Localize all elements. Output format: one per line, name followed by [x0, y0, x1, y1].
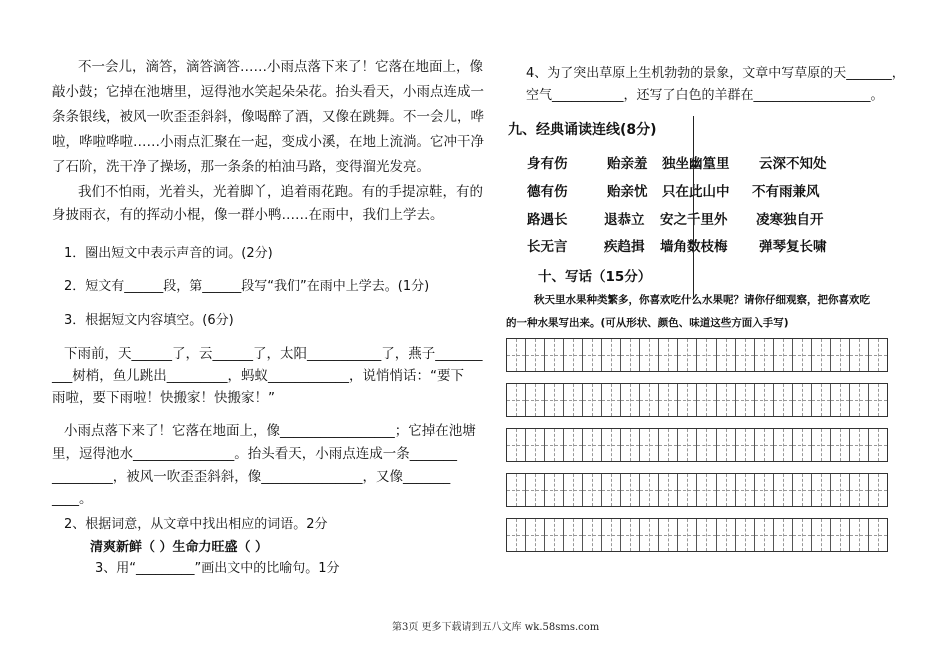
poem-cell: 贻亲忧 — [607, 184, 648, 200]
grid-cell[interactable] — [583, 429, 602, 461]
grid-cell[interactable] — [812, 474, 831, 506]
poem-cell: 安之千里外 — [660, 212, 728, 228]
grid-cell[interactable] — [850, 519, 869, 551]
grid-cell[interactable] — [869, 519, 887, 551]
grid-cell[interactable] — [697, 339, 716, 371]
grid-cell[interactable] — [793, 519, 812, 551]
grid-cell[interactable] — [659, 384, 678, 416]
grid-cell[interactable] — [812, 519, 831, 551]
grid-cell[interactable] — [526, 519, 545, 551]
grid-cell[interactable] — [831, 339, 850, 371]
grid-cell[interactable] — [831, 474, 850, 506]
grid-cell[interactable] — [774, 429, 793, 461]
grid-cell[interactable] — [793, 384, 812, 416]
grid-cell[interactable] — [583, 384, 602, 416]
grid-cell[interactable] — [812, 429, 831, 461]
text-line: 条条银线，被风一吹歪歪斜斜，像喝醉了酒，又像在跳舞。不一会儿，哗 — [52, 109, 484, 125]
matching-divider-line — [693, 116, 694, 299]
grid-cell[interactable] — [793, 474, 812, 506]
grid-cell[interactable] — [774, 384, 793, 416]
grid-cell[interactable] — [755, 519, 774, 551]
grid-cell[interactable] — [602, 429, 621, 461]
grid-cell[interactable] — [640, 384, 659, 416]
grid-cell[interactable] — [564, 339, 583, 371]
grid-cell[interactable] — [678, 474, 697, 506]
grid-cell[interactable] — [621, 474, 640, 506]
grid-cell[interactable] — [774, 519, 793, 551]
poem-cell: 弹琴复长啸 — [759, 239, 827, 255]
question-1: 1．圈出短文中表示声音的词。(2分) — [64, 246, 273, 261]
poem-cell: 独坐幽篁里 — [662, 156, 730, 172]
grid-cell[interactable] — [793, 339, 812, 371]
grid-cell[interactable] — [736, 339, 755, 371]
grid-cell[interactable] — [507, 384, 526, 416]
text-line: 里，逗得池水_______________。抬头看天，小雨点连成一条_______ — [52, 446, 457, 462]
grid-cell[interactable] — [869, 429, 887, 461]
writing-grid-row[interactable] — [506, 473, 888, 507]
grid-cell[interactable] — [621, 519, 640, 551]
grid-cell[interactable] — [602, 339, 621, 371]
grid-cell[interactable] — [564, 474, 583, 506]
text-line: ___树梢，鱼儿跳出_________，蚂蚁____________，说悄悄话：“要下 — [52, 368, 464, 384]
grid-cell[interactable] — [602, 384, 621, 416]
grid-cell[interactable] — [564, 429, 583, 461]
grid-cell[interactable] — [697, 474, 716, 506]
text-line: 下雨前，天______了，云______了，太阳___________了，燕子_______ — [64, 346, 483, 362]
writing-grid-row[interactable] — [506, 383, 888, 417]
grid-cell[interactable] — [621, 384, 640, 416]
grid-cell[interactable] — [526, 339, 545, 371]
grid-cell[interactable] — [507, 519, 526, 551]
grid-cell[interactable] — [507, 429, 526, 461]
grid-cell[interactable] — [755, 429, 774, 461]
grid-cell[interactable] — [736, 474, 755, 506]
grid-cell[interactable] — [640, 519, 659, 551]
poem-cell: 德有伤 — [527, 184, 568, 200]
grid-cell[interactable] — [640, 429, 659, 461]
question-3: 3．根据短文内容填空。(6分) — [64, 313, 234, 328]
grid-cell[interactable] — [755, 474, 774, 506]
writing-grid-row[interactable] — [506, 338, 888, 372]
grid-cell[interactable] — [812, 339, 831, 371]
grid-cell[interactable] — [831, 519, 850, 551]
question-2: 2．短文有______段，第______段写“我们”在雨中上学去。(1分) — [64, 279, 430, 294]
grid-cell[interactable] — [755, 339, 774, 371]
grid-cell[interactable] — [793, 429, 812, 461]
poem-cell: 贻亲羞 — [607, 156, 648, 172]
question-6-line-1: 4、为了突出草原上生机勃勃的景象，文章中写草原的天_______， — [526, 66, 905, 81]
grid-cell[interactable] — [602, 474, 621, 506]
text-line: 身披雨衣，有的挥动小棍，像一群小鸭……在雨中，我们上学去。 — [52, 207, 444, 223]
grid-cell[interactable] — [640, 474, 659, 506]
writing-prompt-line-2: 的一种水果写出来。(可从形状、颜色、味道这些方面入手写) — [506, 317, 789, 329]
poem-cell: 长无言 — [527, 239, 568, 255]
grid-cell[interactable] — [621, 339, 640, 371]
grid-cell[interactable] — [640, 339, 659, 371]
grid-cell[interactable] — [564, 384, 583, 416]
grid-cell[interactable] — [545, 519, 564, 551]
grid-cell[interactable] — [850, 429, 869, 461]
grid-cell[interactable] — [507, 339, 526, 371]
poem-cell: 疾趋揖 — [604, 239, 645, 255]
grid-cell[interactable] — [869, 339, 887, 371]
grid-cell[interactable] — [717, 339, 736, 371]
text-line: 不一会儿，滴答，滴答滴答……小雨点落下来了！它落在地面上，像 — [78, 59, 483, 75]
poem-cell: 退恭立 — [604, 212, 645, 228]
page-footer: 第3页 更多下载请到五八文库 wk.58sms.com — [392, 622, 600, 633]
text-line: 我们不怕雨，光着头，光着脚丫，追着雨花跑。有的手提凉鞋，有的 — [78, 184, 483, 200]
text-line: 小雨点落下来了！它落在地面上，像_________________；它掉在池塘 — [64, 423, 476, 439]
grid-cell[interactable] — [659, 429, 678, 461]
grid-cell[interactable] — [697, 519, 716, 551]
grid-cell[interactable] — [869, 384, 887, 416]
grid-cell[interactable] — [850, 339, 869, 371]
grid-cell[interactable] — [583, 474, 602, 506]
poem-cell: 路遇长 — [527, 212, 568, 228]
grid-cell[interactable] — [717, 384, 736, 416]
grid-cell[interactable] — [545, 474, 564, 506]
grid-cell[interactable] — [755, 384, 774, 416]
writing-prompt-line-1: 秋天里水果种类繁多，你喜欢吃什么水果呢？请你仔细观察，把你喜欢吃 — [534, 294, 870, 306]
section-10-heading: 十、写话（15分） — [538, 269, 652, 285]
grid-cell[interactable] — [678, 429, 697, 461]
grid-cell[interactable] — [831, 384, 850, 416]
grid-cell[interactable] — [678, 519, 697, 551]
grid-cell[interactable] — [736, 429, 755, 461]
grid-cell[interactable] — [545, 384, 564, 416]
text-line: ____。 — [52, 491, 93, 507]
text-line: 了石阶，洗干净了操场，那一条条的柏油马路，变得溜光发亮。 — [52, 159, 430, 175]
grid-cell[interactable] — [850, 384, 869, 416]
grid-cell[interactable] — [717, 519, 736, 551]
text-line: 雨啦，要下雨啦！快搬家！快搬家！” — [52, 390, 275, 406]
text-line: 啦，哗啦哗啦……小雨点汇聚在一起，变成小溪，在地上流淌。它冲干净 — [52, 134, 484, 150]
grid-cell[interactable] — [697, 384, 716, 416]
poem-cell: 云深不知处 — [759, 156, 827, 172]
grid-cell[interactable] — [583, 519, 602, 551]
grid-cell[interactable] — [583, 339, 602, 371]
grid-cell[interactable] — [545, 339, 564, 371]
question-6-line-2: 空气___________，还写了白色的羊群在__________________。 — [526, 88, 884, 103]
writing-grid-row[interactable] — [506, 518, 888, 552]
question-4-answer-line: 清爽新鲜（ ）生命力旺盛（ ） — [90, 540, 269, 555]
writing-grid-row[interactable] — [506, 428, 888, 462]
grid-cell[interactable] — [717, 474, 736, 506]
grid-cell[interactable] — [850, 474, 869, 506]
grid-cell[interactable] — [678, 339, 697, 371]
grid-cell[interactable] — [526, 384, 545, 416]
poem-cell: 凌寒独自开 — [756, 212, 824, 228]
grid-cell[interactable] — [869, 474, 887, 506]
poem-cell: 不有雨兼风 — [752, 184, 820, 200]
grid-cell[interactable] — [659, 474, 678, 506]
poem-cell: 身有伤 — [527, 156, 568, 172]
grid-cell[interactable] — [564, 519, 583, 551]
section-9-heading: 九、经典诵读连线(8分) — [508, 122, 657, 138]
grid-cell[interactable] — [602, 519, 621, 551]
grid-cell[interactable] — [659, 519, 678, 551]
grid-cell[interactable] — [526, 429, 545, 461]
text-line: 敲小鼓；它掉在池塘里，逗得池水笑起朵朵花。抬头看天，小雨点连成一 — [52, 84, 484, 100]
grid-cell[interactable] — [736, 519, 755, 551]
grid-cell[interactable] — [526, 474, 545, 506]
grid-cell[interactable] — [717, 429, 736, 461]
grid-cell[interactable] — [774, 339, 793, 371]
poem-cell: 只在此山中 — [662, 184, 730, 200]
grid-cell[interactable] — [621, 429, 640, 461]
grid-cell[interactable] — [831, 429, 850, 461]
grid-cell[interactable] — [678, 384, 697, 416]
text-line: _________，被风一吹歪歪斜斜，像_______________，又像_______ — [52, 469, 451, 485]
grid-cell[interactable] — [659, 339, 678, 371]
grid-cell[interactable] — [812, 384, 831, 416]
grid-cell[interactable] — [697, 429, 716, 461]
question-4: 2、根据词意，从文章中找出相应的词语。2分 — [64, 517, 328, 532]
poem-cell: 墙角数枝梅 — [660, 239, 728, 255]
grid-cell[interactable] — [736, 384, 755, 416]
question-5: 3、用“_________”画出文中的比喻句。1分 — [95, 561, 340, 576]
grid-cell[interactable] — [545, 429, 564, 461]
grid-cell[interactable] — [507, 474, 526, 506]
grid-cell[interactable] — [774, 474, 793, 506]
